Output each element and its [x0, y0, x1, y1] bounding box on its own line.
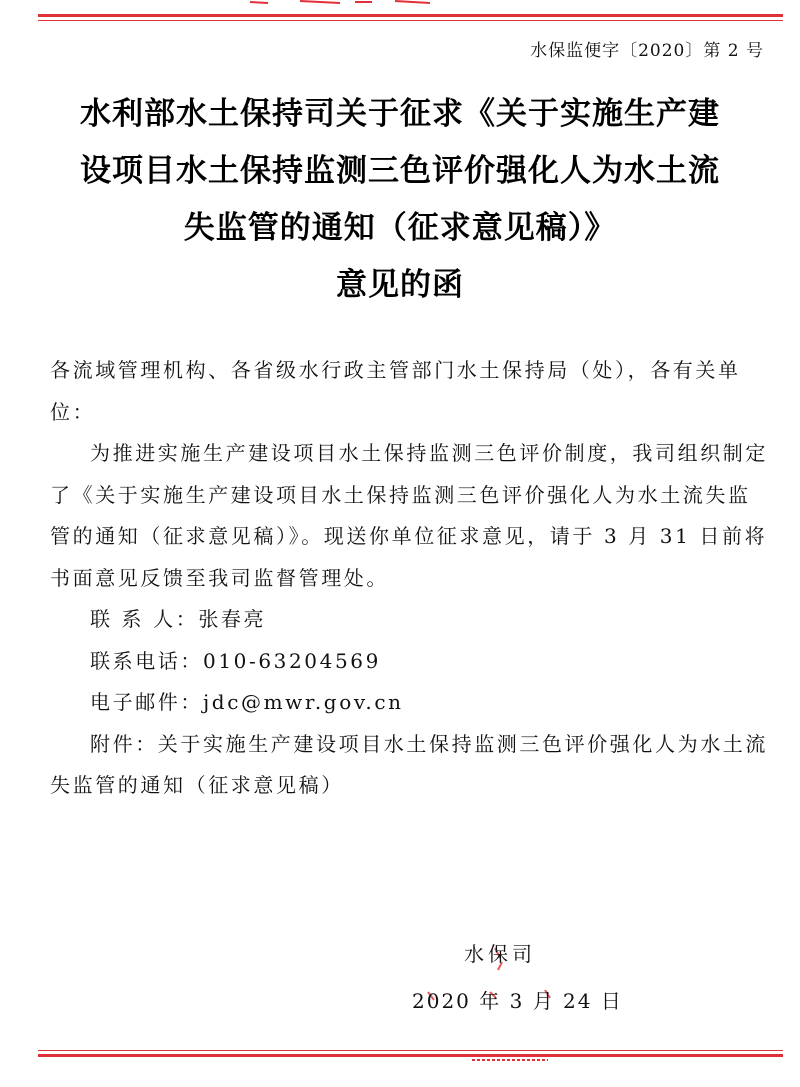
attachment-note: 附件：关于实施生产建设项目水土保持监测三色评价强化人为水土流失监管的通知（征求意见稿） — [50, 731, 768, 797]
title-line-1: 水利部水土保持司关于征求《关于实施生产建 — [80, 96, 720, 132]
document-title — [40, 86, 760, 314]
title-line-3: 失监管的通知（征求意见稿）》 — [183, 210, 617, 246]
document-number: 水保监便字〔2020〕第 2 号 — [530, 41, 764, 61]
footer-red-rule — [38, 1050, 783, 1057]
header-red-rule — [38, 14, 783, 21]
top-edge-red-marks — [0, 0, 800, 8]
contact-email: 电子邮件：jdc@mwr.gov.cn — [90, 690, 404, 714]
title-line-2: 设项目水土保持监测三色评价强化人为水土流 — [80, 153, 720, 189]
signature-organization: 水保司 — [464, 942, 536, 966]
contact-phone: 联系电话：010-63204569 — [90, 648, 381, 673]
salutation: 各流域管理机构、各省级水行政主管部门水土保持局（处），各有关单位： — [50, 358, 741, 424]
title-line-4: 意见的函 — [336, 267, 464, 303]
signature-date: 2020 年 3 月 24 日 — [412, 989, 623, 1013]
contact-person: 联 系 人：张春亮 — [90, 607, 267, 631]
footer-red-mark — [470, 1056, 550, 1064]
main-paragraph: 为推进实施生产建设项目水土保持监测三色评价制度，我司组织制定了《关于实施生产建设项目水土保持监测三色评价强化人为水土流失监管的通知（征求意见稿）》。现送你单位征求意见，请于 3 月 31 日前将书面意见反馈至我司监督管理处。 — [50, 441, 768, 590]
letter-body — [50, 350, 770, 807]
